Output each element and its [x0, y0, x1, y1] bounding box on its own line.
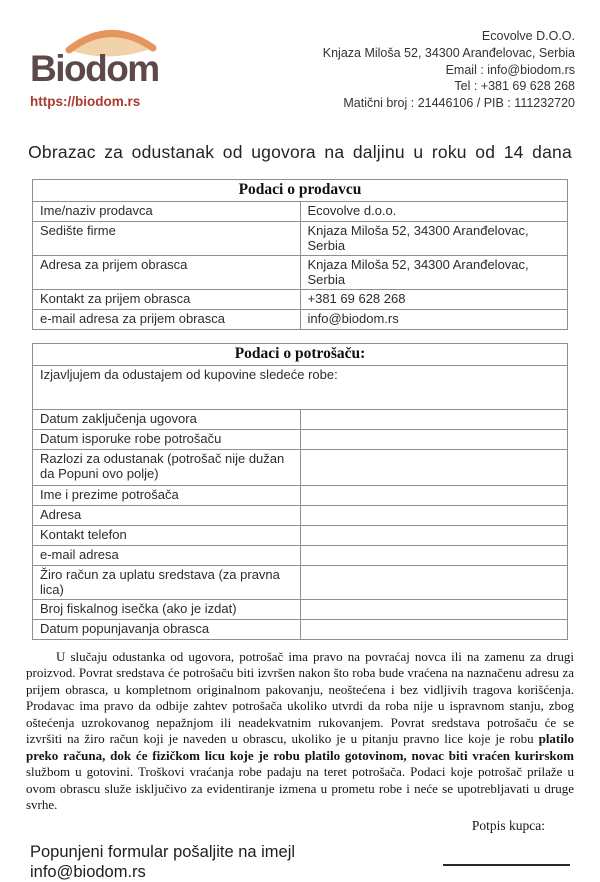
table-row	[33, 619, 568, 639]
legal-text-part1: U slučaju odustanka od ugovora, potrošač ima pravo na povraćaj novca ili na zamenu za drugi proizvod. Povrat sredstava će potrošaču biti izvršen nakon što roba bude vraćena na naznačenu adresu za prijem obrasca, u kompletnom originalnom pakovanju, neoštećena i bez vidljivih tragova korišćenja. Prodavac ima pravo da odbije zahtev potrošača ukoliko utvrdi da roba nije u ispravnom stanju, zbog oštećenja uzrokovanog nepažnjom ili neadekvatnim rukovanjem. Povrat sredstava potrošaču će se izvršiti na žiro račun koji je naveden u obrascu, ukoliko je u pitanju pravno lice koje je robu	[26, 648, 574, 747]
table-row	[33, 599, 568, 619]
consumer-table-header: Podaci o potrošaču:	[33, 343, 568, 365]
legal-text	[26, 649, 574, 814]
table-row	[33, 289, 568, 309]
row-value-field	[300, 429, 568, 449]
row-label: Datum isporuke robe potrošaču	[33, 429, 301, 449]
row-label: e-mail adresa za prijem obrasca	[33, 309, 301, 329]
row-label: Adresa	[33, 505, 301, 525]
signature-line	[443, 842, 570, 866]
website-link[interactable]: https://biodom.rs	[30, 94, 141, 109]
row-value: +381 69 628 268	[300, 289, 568, 309]
page-footer	[30, 842, 570, 882]
logo	[30, 26, 180, 112]
row-value-field	[300, 449, 568, 485]
table-row	[33, 201, 568, 221]
row-label: e-mail adresa	[33, 545, 301, 565]
table-row	[33, 545, 568, 565]
company-address: Knjaza Miloša 52, 34300 Aranđelovac, Serbia	[322, 45, 575, 60]
table-row	[33, 409, 568, 429]
table-row	[33, 525, 568, 545]
row-value-field	[300, 505, 568, 525]
row-value: Knjaza Miloša 52, 34300 Aranđelovac, Serbia	[300, 221, 568, 255]
row-label: Ime i prezime potrošača	[33, 485, 301, 505]
company-name: Ecovolve D.O.O.	[481, 29, 575, 43]
signature-label: Potpis kupca:	[471, 817, 545, 833]
table-row	[33, 221, 568, 255]
row-label: Razlozi za odustanak (potrošač nije dužan da Popuni ovo polje)	[33, 449, 301, 485]
row-label: Ime/naziv prodavca	[33, 201, 301, 221]
table-row	[33, 255, 568, 289]
row-label: Adresa za prijem obrasca	[33, 255, 301, 289]
brand-text: Biodom	[30, 48, 159, 89]
legal-bold-segment: platilo preko računa, dok će fizičkom licu koje je robu platilo gotovinom, novac biti vraćen kurirskom	[26, 731, 574, 763]
table-row	[33, 485, 568, 505]
footer-note-line1: Popunjeni formular pošaljite na imejl	[30, 842, 296, 861]
row-label: Žiro račun za uplatu sredstava (za pravna lica)	[33, 565, 301, 599]
row-label: Datum zaključenja ugovora	[33, 409, 301, 429]
table-row	[33, 309, 568, 329]
row-value: Ecovolve d.o.o.	[300, 201, 568, 221]
row-value-field	[300, 545, 568, 565]
row-label: Broj fiskalnog isečka (ako je izdat)	[33, 599, 301, 619]
legal-text-part3: službom u gotovini. Troškovi vraćanja robe padaju na teret potrošača. Podaci koje potrošač prilaže u ovom obrascu služe isključivo za evidentiranje izmena u prometu robe i neće se upotrebljavati u druge svrhe.	[26, 764, 574, 813]
consumer-info-table	[32, 343, 568, 640]
table-row	[33, 505, 568, 525]
row-label: Sedište firme	[33, 221, 301, 255]
seller-info-table	[32, 179, 568, 330]
statement-row	[33, 365, 568, 409]
company-email: Email : info@biodom.rs	[445, 62, 575, 77]
row-value-field	[300, 525, 568, 545]
row-value-field	[300, 599, 568, 619]
form-title: Obrazac za odustanak od ugovora na daljinu u roku od 14 dana	[28, 141, 572, 162]
row-value-field	[300, 619, 568, 639]
row-value-field	[300, 565, 568, 599]
footer-note	[30, 842, 295, 882]
row-value: info@biodom.rs	[300, 309, 568, 329]
row-label: Kontakt za prijem obrasca	[33, 289, 301, 309]
company-info	[323, 26, 575, 112]
footer-email: info@biodom.rs	[30, 862, 146, 881]
row-value: Knjaza Miloša 52, 34300 Aranđelovac, Serbia	[300, 255, 568, 289]
company-phone: Tel : +381 69 628 268	[454, 79, 575, 94]
row-value-field	[300, 409, 568, 429]
table-row	[33, 565, 568, 599]
row-label: Datum popunjavanja obrasca	[33, 619, 301, 639]
table-row	[33, 449, 568, 485]
table-row	[33, 429, 568, 449]
row-label: Kontakt telefon	[33, 525, 301, 545]
page-header	[0, 0, 600, 112]
seller-table-header: Podaci o prodavcu	[33, 179, 568, 201]
company-registration: Matični broj : 21446106 / PIB : 111232720	[343, 96, 575, 111]
row-value-field	[300, 485, 568, 505]
statement-text: Izjavljujem da odustajem od kupovine sledeće robe:	[33, 365, 568, 409]
